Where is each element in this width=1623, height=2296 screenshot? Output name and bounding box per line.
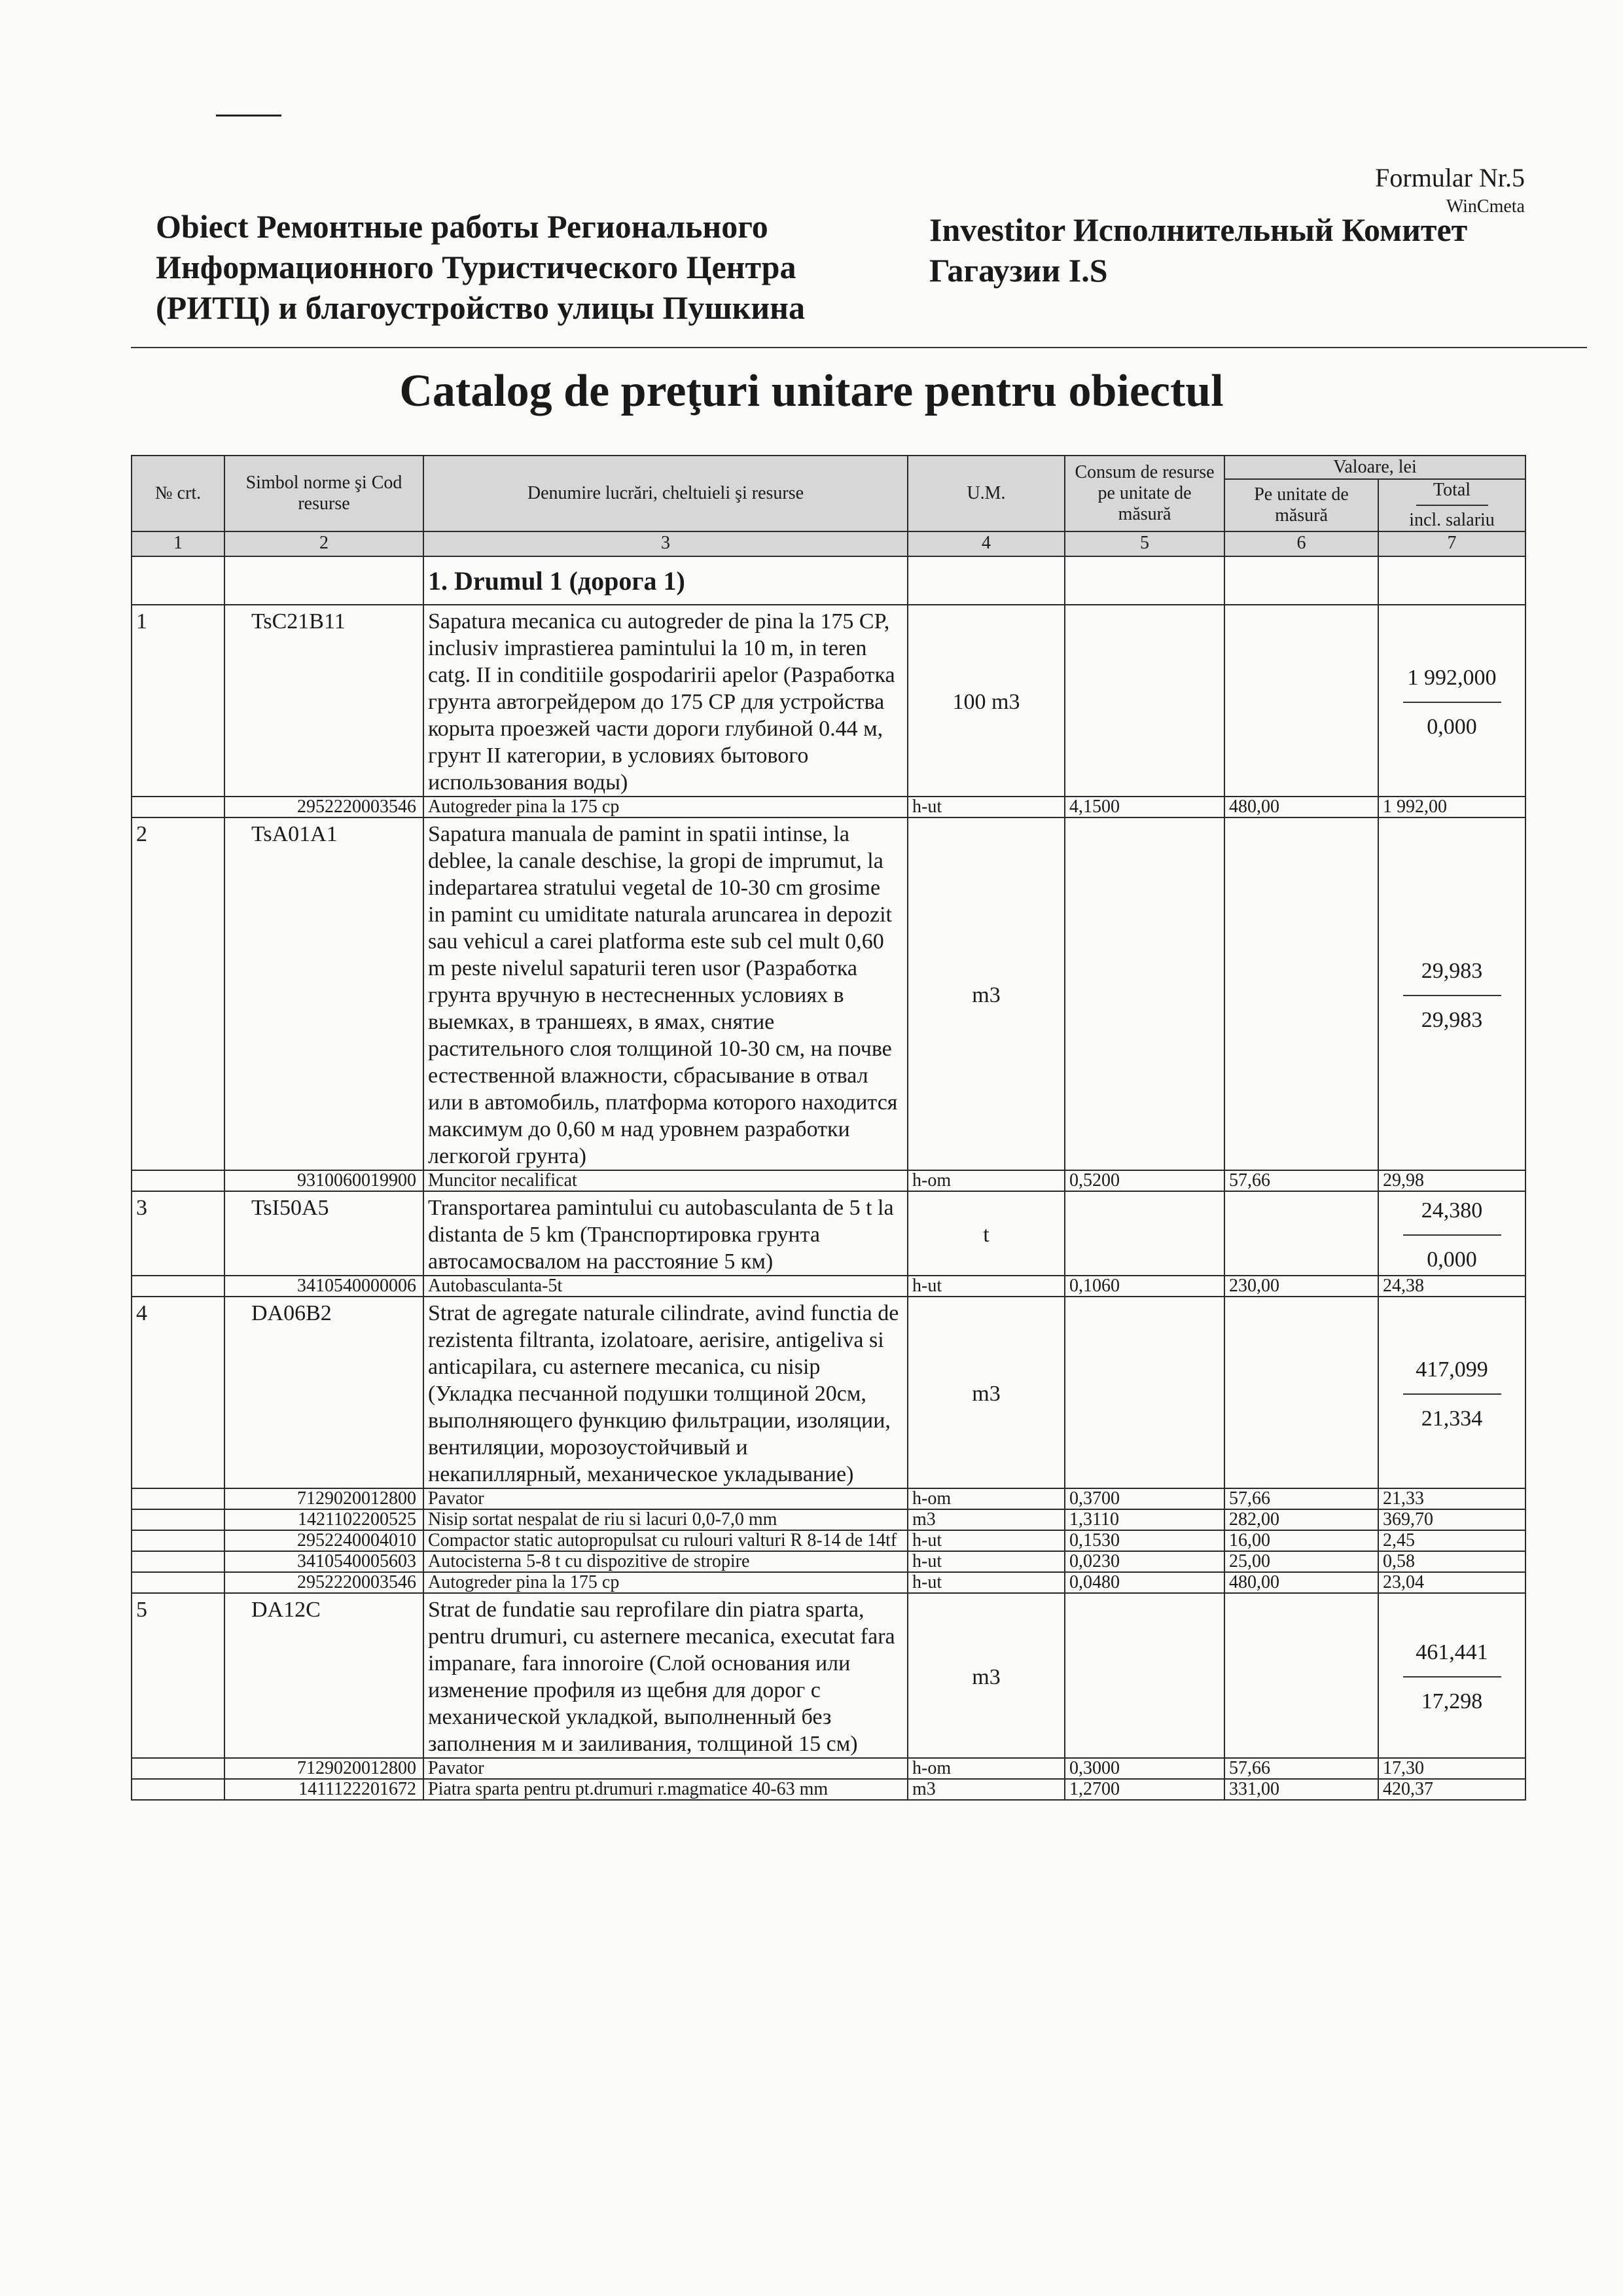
header-divider: [131, 347, 1587, 348]
resource-empty: [132, 1488, 224, 1509]
formular-number: Formular Nr.5: [1375, 163, 1525, 192]
resource-row: [132, 1509, 1525, 1530]
resource-consumption: 1,2700: [1065, 1779, 1224, 1800]
item-number: 5: [132, 1593, 224, 1758]
resource-empty: [132, 1170, 224, 1191]
norm-unit-price: [1224, 817, 1378, 1170]
resource-consumption: 1,3110: [1065, 1509, 1224, 1530]
norm-row: [132, 817, 1525, 1170]
norm-total: 29,983: [1421, 958, 1483, 983]
resource-unit-price: 57,66: [1224, 1758, 1378, 1779]
resource-code: 7129020012800: [224, 1758, 423, 1779]
norm-salary: 0,000: [1427, 1247, 1477, 1272]
resource-unit-price: 480,00: [1224, 797, 1378, 817]
resource-name: Piatra sparta pentru pt.drumuri r.magmatice 40-63 mm: [423, 1779, 908, 1800]
norm-salary: 0,000: [1427, 714, 1477, 739]
resource-unit: h-om: [908, 1488, 1065, 1509]
resource-consumption: 0,0480: [1065, 1572, 1224, 1593]
resource-empty: [132, 1758, 224, 1779]
page-title: Catalog de preţuri unitare pentru obiectul: [399, 366, 1224, 416]
resource-row: [132, 1779, 1525, 1800]
investor-title: Investitor Исполнительный Комитет Гагаузии I.S: [929, 211, 1468, 289]
col-header-incl-salariu: incl. salariu: [1409, 510, 1495, 530]
resource-code: 2952220003546: [224, 1572, 423, 1593]
resource-code: 1421102200525: [224, 1509, 423, 1530]
col-header-total: [1378, 479, 1525, 531]
resource-code: 7129020012800: [224, 1488, 423, 1509]
resource-name: Autobasculanta-5t: [423, 1276, 908, 1297]
col-header-pe-unitate: Pe unitate de măsură: [1224, 479, 1378, 531]
item-number: 1: [132, 605, 224, 797]
resource-unit-price: 331,00: [1224, 1779, 1378, 1800]
resource-unit-price: 25,00: [1224, 1551, 1378, 1572]
norm-code: TsA01A1: [224, 817, 423, 1170]
resource-empty: [132, 797, 224, 817]
item-number: 2: [132, 817, 224, 1170]
resource-consumption: 0,5200: [1065, 1170, 1224, 1191]
norm-code: TsC21B11: [224, 605, 423, 797]
resource-consumption: 0,3000: [1065, 1758, 1224, 1779]
norm-consumption: [1065, 817, 1224, 1170]
norm-unit-price: [1224, 1593, 1378, 1758]
resource-name: Muncitor necalificat: [423, 1170, 908, 1191]
resource-total: 0,58: [1378, 1551, 1525, 1572]
resource-empty: [132, 1551, 224, 1572]
norm-description: Sapatura mecanica cu autogreder de pina la 175 CP, inclusiv imprastierea pamintului la 10 m, in teren catg. II in conditiile gospodaririi apelor (Разработка грунта автогрейдером до 175 СР для устройства корыта проезжей части дороги глубиной 0.44 м, грунт II категории, в условиях бытового использования воды): [423, 605, 908, 797]
resource-unit-price: 57,66: [1224, 1488, 1378, 1509]
norm-total-cell: [1378, 1191, 1525, 1276]
norm-description: Strat de fundatie sau reprofilare din piatra sparta, pentru drumuri, cu asternere mecanica, executat fara impanare, fara innoroire (Слой основания или изменение профиля из щебня для дорог с механической укладкой, выполненный без заполнения м и заиливания, толщиной 15 см): [423, 1593, 908, 1758]
resource-unit: h-ut: [908, 797, 1065, 817]
norm-unit-price: [1224, 1297, 1378, 1488]
col-header-nr: № crt.: [132, 456, 224, 531]
norm-unit: m3: [908, 1297, 1065, 1488]
norm-description: Sapatura manuala de pamint in spatii intinse, la deblee, la canale deschise, la gropi de imprumut, la indepartarea stratului vegetal de 10-30 cm grosime in pamint cu umiditate naturala aruncarea in depozit sau vehicul a carei platforma este sub cel mult 0,60 m peste nivelul sapaturii teren usor (Разработка грунта вручную в нестесненных условиях в выемках, в траншеях, в ямах, снятие растительного слоя толщиной 10-30 см, на почве естественной влажности, сбрасывание в отвал или в автомобиль, платформа которого находится максимум до 0,60 м над уровнем разработки легкогой грунта): [423, 817, 908, 1170]
norm-total-cell: [1378, 605, 1525, 797]
column-number: 6: [1224, 531, 1378, 556]
norm-row: [132, 1593, 1525, 1758]
norm-consumption: [1065, 605, 1224, 797]
resource-empty: [132, 1779, 224, 1800]
resource-row: [132, 1170, 1525, 1191]
column-number: 5: [1065, 531, 1224, 556]
norm-total: 417,099: [1416, 1357, 1488, 1382]
resource-unit-price: 16,00: [1224, 1530, 1378, 1551]
norm-salary: 17,298: [1421, 1689, 1483, 1713]
norm-consumption: [1065, 1593, 1224, 1758]
software-name: WinCmeta: [1446, 196, 1525, 217]
norm-unit: t: [908, 1191, 1065, 1276]
section-title: 1. Drumul 1 (дорога 1): [423, 556, 908, 605]
column-number: 7: [1378, 531, 1525, 556]
resource-unit: h-ut: [908, 1551, 1065, 1572]
resource-unit: h-ut: [908, 1276, 1065, 1297]
norm-unit: m3: [908, 817, 1065, 1170]
column-number: 1: [132, 531, 224, 556]
resource-code: 1411122201672: [224, 1779, 423, 1800]
norm-total-cell: [1378, 1593, 1525, 1758]
col-header-consum: Consum de resurse pe unitate de măsură: [1065, 456, 1224, 531]
resource-row: [132, 1488, 1525, 1509]
resource-row: [132, 1551, 1525, 1572]
resource-empty: [132, 1530, 224, 1551]
resource-code: 3410540000006: [224, 1276, 423, 1297]
resource-code: 3410540005603: [224, 1551, 423, 1572]
resource-empty: [132, 1509, 224, 1530]
resource-total: 24,38: [1378, 1276, 1525, 1297]
col-header-um: U.M.: [908, 456, 1065, 531]
resource-unit: h-om: [908, 1758, 1065, 1779]
norm-description: Strat de agregate naturale cilindrate, avind functia de rezistenta filtranta, izolatoare, aerisire, antigeliva si anticapilara, cu asternere mecanica, cu nisip (Укладка песчанной подушки толщиной 20см, выполняющего функцию фильтрации, изоляции, вентиляции, морозоустойчивый и некапиллярный, механическое укладывание): [423, 1297, 908, 1488]
item-number: 3: [132, 1191, 224, 1276]
col-header-valoare: Valoare, lei: [1224, 456, 1525, 479]
resource-total: 21,33: [1378, 1488, 1525, 1509]
norm-unit: m3: [908, 1593, 1065, 1758]
resource-row: [132, 1572, 1525, 1593]
norm-salary: 21,334: [1421, 1406, 1483, 1431]
resource-total: 23,04: [1378, 1572, 1525, 1593]
resource-unit: h-ut: [908, 1572, 1065, 1593]
resource-unit-price: 480,00: [1224, 1572, 1378, 1593]
resource-unit: h-om: [908, 1170, 1065, 1191]
resource-consumption: 0,1530: [1065, 1530, 1224, 1551]
column-number: 3: [423, 531, 908, 556]
norm-description: Transportarea pamintului cu autobasculanta de 5 t la distanta de 5 km (Транспортировка грунта автосамосвалом на расстояние 5 км): [423, 1191, 908, 1276]
header-dash: [216, 115, 281, 117]
resource-code: 2952220003546: [224, 797, 423, 817]
resource-row: [132, 1530, 1525, 1551]
resource-row: [132, 1276, 1525, 1297]
item-number: 4: [132, 1297, 224, 1488]
col-header-denumire: Denumire lucrări, cheltuieli şi resurse: [423, 456, 908, 531]
resource-consumption: 0,0230: [1065, 1551, 1224, 1572]
resource-consumption: 4,1500: [1065, 797, 1224, 817]
resource-empty: [132, 1572, 224, 1593]
resource-name: Nisip sortat nespalat de riu si lacuri 0,0-7,0 mm: [423, 1509, 908, 1530]
norm-salary: 29,983: [1421, 1007, 1483, 1032]
resource-unit: m3: [908, 1779, 1065, 1800]
object-title: Obiect Ремонтные работы Регионального Информационного Туристического Центра (РИТЦ) и благоустройство улицы Пушкина: [156, 208, 805, 326]
norm-consumption: [1065, 1191, 1224, 1276]
resource-unit-price: 230,00: [1224, 1276, 1378, 1297]
norm-total: 1 992,000: [1407, 665, 1497, 690]
resource-name: Autocisterna 5-8 t cu dispozitive de stropire: [423, 1551, 908, 1572]
resource-name: Autogreder pina la 175 cp: [423, 797, 908, 817]
resource-unit: h-ut: [908, 1530, 1065, 1551]
resource-name: Pavator: [423, 1758, 908, 1779]
resource-name: Pavator: [423, 1488, 908, 1509]
norm-row: [132, 1297, 1525, 1488]
column-number: 4: [908, 531, 1065, 556]
norm-unit-price: [1224, 1191, 1378, 1276]
norm-code: DA06B2: [224, 1297, 423, 1488]
norm-row: [132, 1191, 1525, 1276]
col-header-total-label: Total: [1433, 480, 1471, 500]
norm-total: 461,441: [1416, 1640, 1488, 1664]
norm-total-cell: [1378, 817, 1525, 1170]
norm-row: [132, 605, 1525, 797]
norm-total: 24,380: [1421, 1198, 1483, 1223]
resource-name: Autogreder pina la 175 cp: [423, 1572, 908, 1593]
norm-unit-price: [1224, 605, 1378, 797]
norm-unit: 100 m3: [908, 605, 1065, 797]
resource-code: 2952240004010: [224, 1530, 423, 1551]
resource-row: [132, 1758, 1525, 1779]
resource-total: 29,98: [1378, 1170, 1525, 1191]
resource-unit: m3: [908, 1509, 1065, 1530]
resource-total: 17,30: [1378, 1758, 1525, 1779]
col-header-simbol: Simbol norme şi Cod resurse: [224, 456, 423, 531]
resource-empty: [132, 1276, 224, 1297]
norm-total-cell: [1378, 1297, 1525, 1488]
resource-unit-price: 57,66: [1224, 1170, 1378, 1191]
norm-code: TsI50A5: [224, 1191, 423, 1276]
resource-consumption: 0,3700: [1065, 1488, 1224, 1509]
price-catalog-table: [131, 455, 1526, 1801]
resource-unit-price: 282,00: [1224, 1509, 1378, 1530]
resource-name: Compactor static autopropulsat cu rulouri valturi R 8-14 de 14tf: [423, 1530, 908, 1551]
column-number: 2: [224, 531, 423, 556]
norm-consumption: [1065, 1297, 1224, 1488]
resource-consumption: 0,1060: [1065, 1276, 1224, 1297]
resource-code: 9310060019900: [224, 1170, 423, 1191]
norm-code: DA12C: [224, 1593, 423, 1758]
resource-total: 2,45: [1378, 1530, 1525, 1551]
resource-total: 420,37: [1378, 1779, 1525, 1800]
resource-total: 1 992,00: [1378, 797, 1525, 817]
resource-total: 369,70: [1378, 1509, 1525, 1530]
resource-row: [132, 797, 1525, 817]
